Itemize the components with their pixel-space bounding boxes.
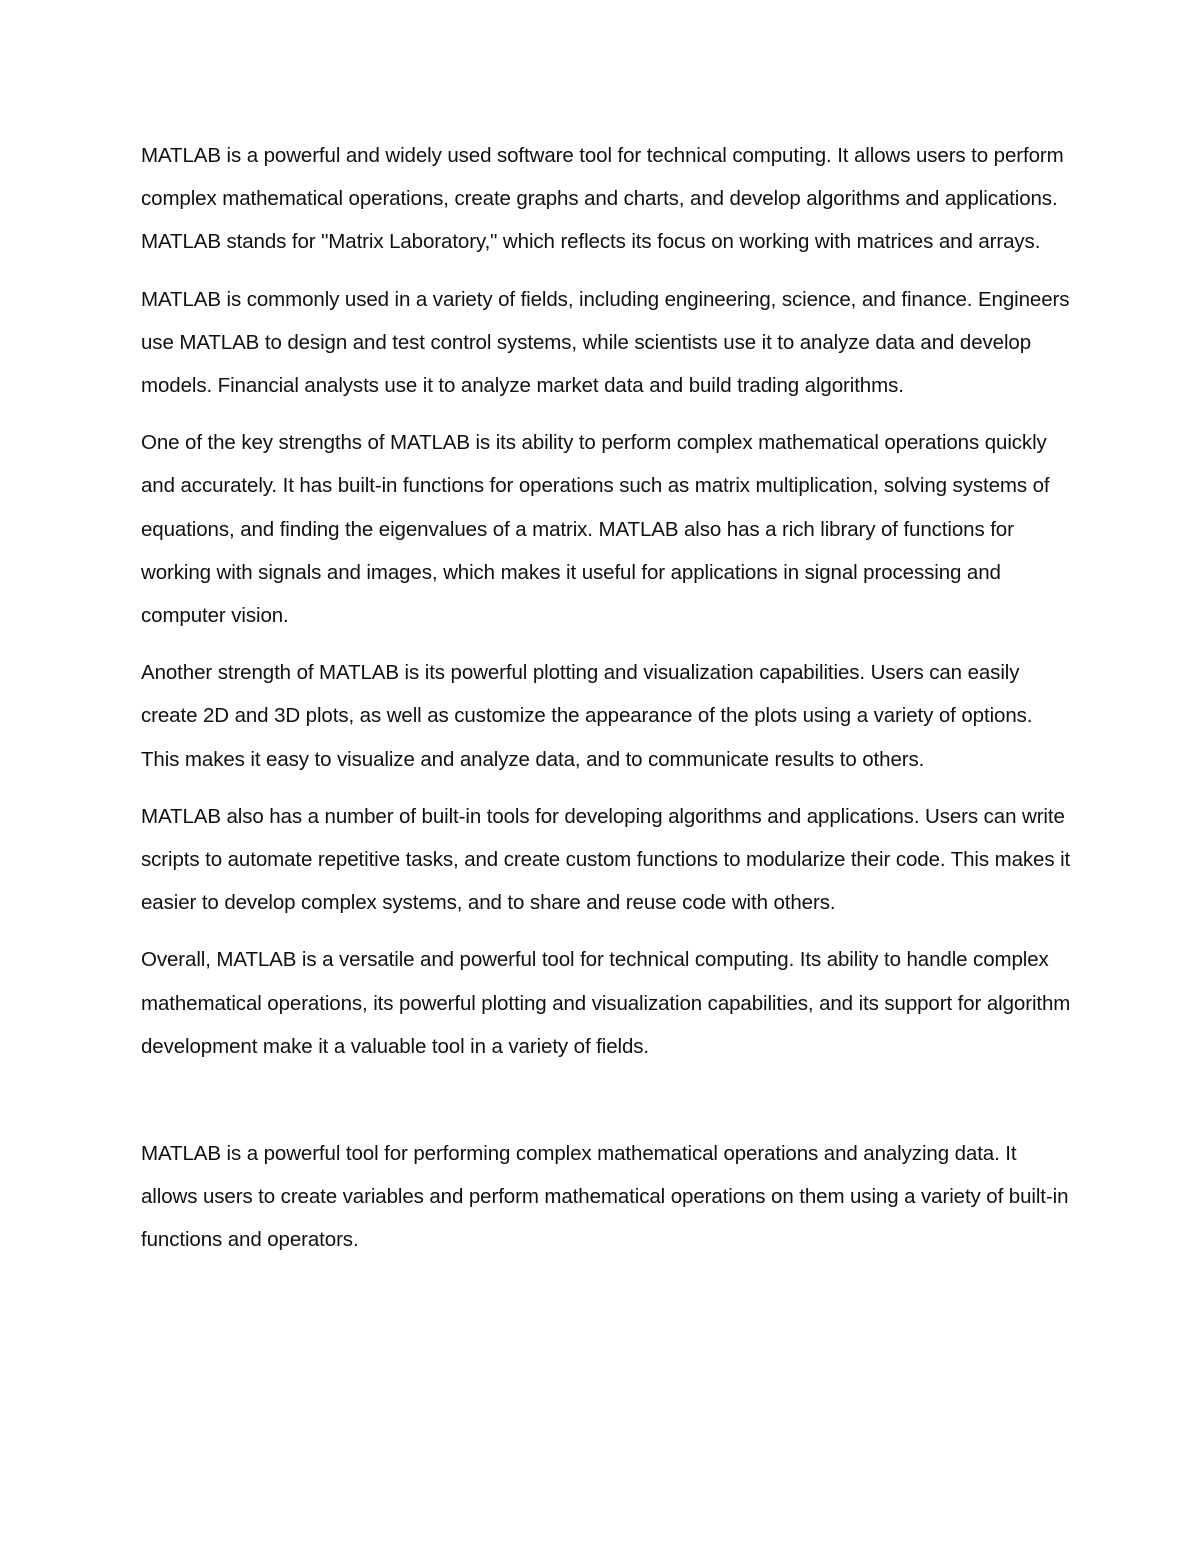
paragraph-overall: Overall, MATLAB is a versatile and powerful tool for technical computing. Its ability to handle complex mathematical operations, its powerful plotting and visualization capabilities, and its support for algorithm development make it a valuable tool in a variety of fields. — [141, 948, 1071, 1058]
paragraph-intro: MATLAB is a powerful and widely used software tool for technical computing. It allows users to perform complex mathematical operations, create graphs and charts, and develop algorithms and applications. MATLAB stands for "Matrix Laboratory," which reflects its focus on working with matrices and arrays. — [141, 144, 1064, 254]
paragraph-variables: MATLAB is a powerful tool for performing complex mathematical operations and analyzing data. It allows users to create variables and perform mathematical operations on them using a variety of built-in functions and operators. — [141, 1142, 1069, 1252]
paragraph-fields: MATLAB is commonly used in a variety of fields, including engineering, science, and finance. Engineers use MATLAB to design and test control systems, while scientists use it to analyze data and develop models. Financial analysts use it to analyze market data and build trading algorithms. — [141, 287, 1070, 398]
paragraph-math-strengths: One of the key strengths of MATLAB is its ability to perform complex mathematical operations quickly and accurately. It has built-in functions for operations such as matrix multiplication, solving systems of equations, and finding the eigenvalues of a matrix. MATLAB also has a rich library of functions for working with signals and images, which makes it useful for applications in signal processing and computer vision. — [141, 431, 1050, 628]
paragraph-plotting: Another strength of MATLAB is its powerful plotting and visualization capabilities. Users can easily create 2D and 3D plots, as well as customize the appearance of the plots using a variety of options. This makes it easy to visualize and analyze data, and to communicate results to others. — [141, 661, 1033, 771]
document-body — [141, 134, 1071, 1276]
paragraph-tools: MATLAB also has a number of built-in tools for developing algorithms and applications. Users can write scripts to automate repetitive tasks, and create custom functions to modularize their code. This makes it easier to develop complex systems, and to share and reuse code with others. — [141, 804, 1071, 915]
